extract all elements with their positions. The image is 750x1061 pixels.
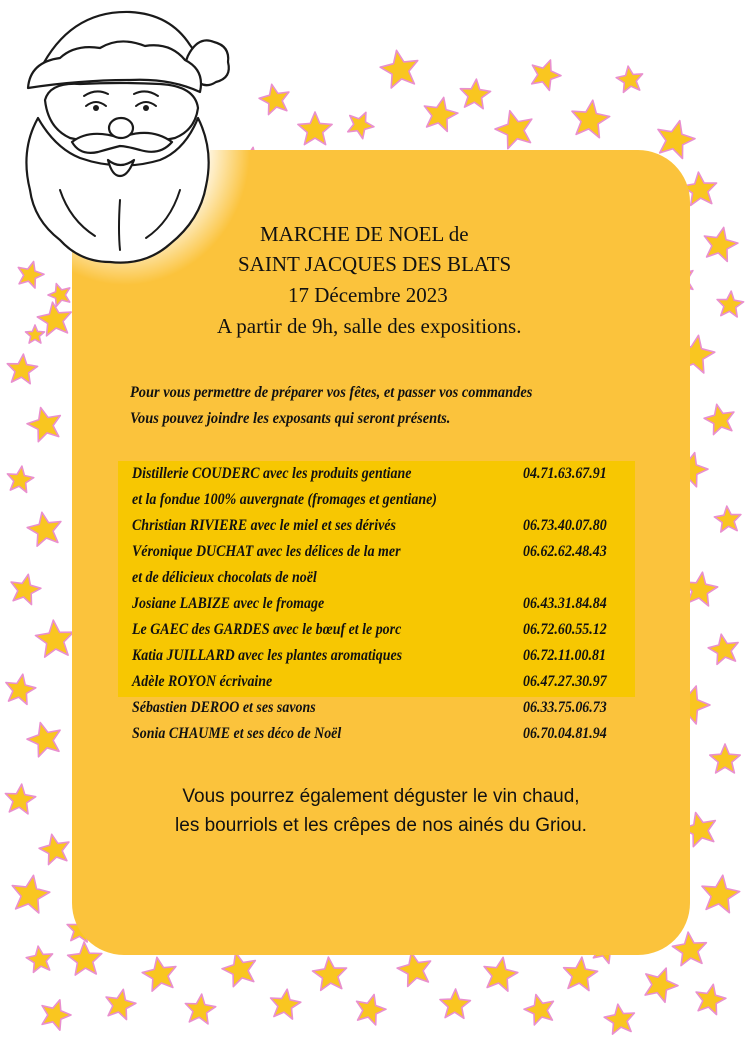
star-icon <box>532 60 561 90</box>
star-icon <box>106 989 136 1019</box>
exhibitor-name: Katia JUILLARD avec les plantes aromatiques <box>132 647 403 664</box>
event-location: SAINT JACQUES DES BLATS <box>238 252 512 276</box>
star-icon <box>26 946 52 972</box>
exhibitor-phone: 06.47.27.30.97 <box>523 673 607 690</box>
star-icon <box>36 620 74 657</box>
exhibitor-row <box>132 595 642 621</box>
exhibitor-name: Sébastien DEROO et ses savons <box>132 699 316 716</box>
star-icon <box>313 957 347 990</box>
star-icon <box>7 466 33 492</box>
star-icon <box>5 784 35 814</box>
star-icon <box>645 968 678 1002</box>
star-icon <box>397 952 431 986</box>
star-icon <box>6 674 36 704</box>
star-icon <box>185 994 215 1024</box>
star-icon <box>12 875 50 913</box>
exhibitor-phone: 06.33.75.06.73 <box>523 699 607 716</box>
star-icon <box>460 79 490 109</box>
star-icon <box>704 227 738 261</box>
star-icon <box>357 995 386 1025</box>
star-icon <box>298 112 332 145</box>
star-icon <box>708 634 738 664</box>
star-icon <box>37 302 71 336</box>
star-icon <box>672 932 706 966</box>
exhibitor-name: Christian RIVIERE avec le miel et ses dérivés <box>132 517 396 534</box>
star-icon <box>658 121 695 159</box>
exhibitor-row <box>132 647 642 673</box>
star-icon <box>616 66 642 92</box>
event-title: MARCHE DE NOEL de <box>260 222 469 246</box>
star-icon <box>717 291 744 317</box>
star-icon <box>142 957 176 991</box>
star-icon <box>348 112 374 138</box>
star-icon <box>39 834 69 864</box>
closing-line-1: Vous pourrez également déguster le vin chaud, <box>182 786 580 807</box>
exhibitor-phone: 04.71.63.67.91 <box>523 465 607 482</box>
santa-claus-icon <box>0 0 260 290</box>
exhibitor-name: Sonia CHAUME et ses déco de Noël <box>132 725 342 742</box>
exhibitor-row <box>132 569 642 595</box>
exhibitor-name: et de délicieux chocolats de noël <box>132 569 317 586</box>
exhibitor-row <box>132 543 642 569</box>
star-icon <box>702 875 740 913</box>
exhibitor-name: Josiane LABIZE avec le fromage <box>132 595 325 612</box>
exhibitor-row <box>132 673 642 699</box>
star-icon <box>11 574 41 604</box>
star-icon <box>440 989 470 1018</box>
star-icon <box>564 957 598 991</box>
exhibitor-phone: 06.72.11.00.81 <box>523 647 606 664</box>
star-icon <box>704 404 734 434</box>
exhibitor-row <box>132 517 642 543</box>
star-icon <box>271 989 301 1019</box>
exhibitor-phone: 06.70.04.81.94 <box>523 725 607 742</box>
exhibitor-phone: 06.73.40.07.80 <box>523 517 607 534</box>
star-icon <box>7 354 37 384</box>
exhibitor-row <box>132 621 642 647</box>
star-icon <box>604 1004 634 1034</box>
star-icon <box>222 953 255 987</box>
intro-line-1: Pour vous permettre de préparer vos fêtes, et passer vos commandes <box>130 384 533 401</box>
exhibitor-row <box>132 725 642 751</box>
exhibitor-row <box>132 465 642 491</box>
exhibitor-row <box>132 491 642 517</box>
star-icon <box>572 100 610 138</box>
exhibitor-name: Distillerie COUDERC avec les produits gentiane <box>132 465 412 482</box>
star-icon <box>27 408 60 442</box>
event-time-place: A partir de 9h, salle des expositions. <box>217 314 522 338</box>
exhibitor-name: Adèle ROYON écrivaine <box>132 673 273 690</box>
exhibitor-phone: 06.62.62.48.43 <box>523 543 607 560</box>
star-icon <box>696 984 726 1014</box>
star-icon <box>710 744 740 773</box>
star-icon <box>484 957 518 991</box>
star-icon <box>495 111 532 149</box>
exhibitor-name: Véronique DUCHAT avec les délices de la mer <box>132 543 401 560</box>
exhibitor-phone: 06.43.31.84.84 <box>523 595 607 612</box>
exhibitor-phone: 06.72.60.55.12 <box>523 621 607 638</box>
exhibitor-row <box>132 699 642 725</box>
star-icon <box>259 84 289 114</box>
exhibitor-name: et la fondue 100% auvergnate (fromages et gentiane) <box>132 491 437 508</box>
star-icon <box>524 995 553 1025</box>
event-date: 17 Décembre 2023 <box>288 283 448 307</box>
star-icon <box>27 723 60 757</box>
star-icon <box>714 506 741 532</box>
star-icon <box>424 97 458 131</box>
exhibitor-name: Le GAEC des GARDES avec le bœuf et le porc <box>132 621 402 638</box>
star-icon <box>26 325 45 343</box>
star-icon <box>27 512 61 546</box>
star-icon <box>380 50 418 88</box>
intro-line-2: Vous pouvez joindre les exposants qui seront présents. <box>130 410 451 427</box>
star-icon <box>42 1000 71 1030</box>
closing-line-2: les bourriols et les crêpes de nos ainés du Griou. <box>175 815 587 836</box>
